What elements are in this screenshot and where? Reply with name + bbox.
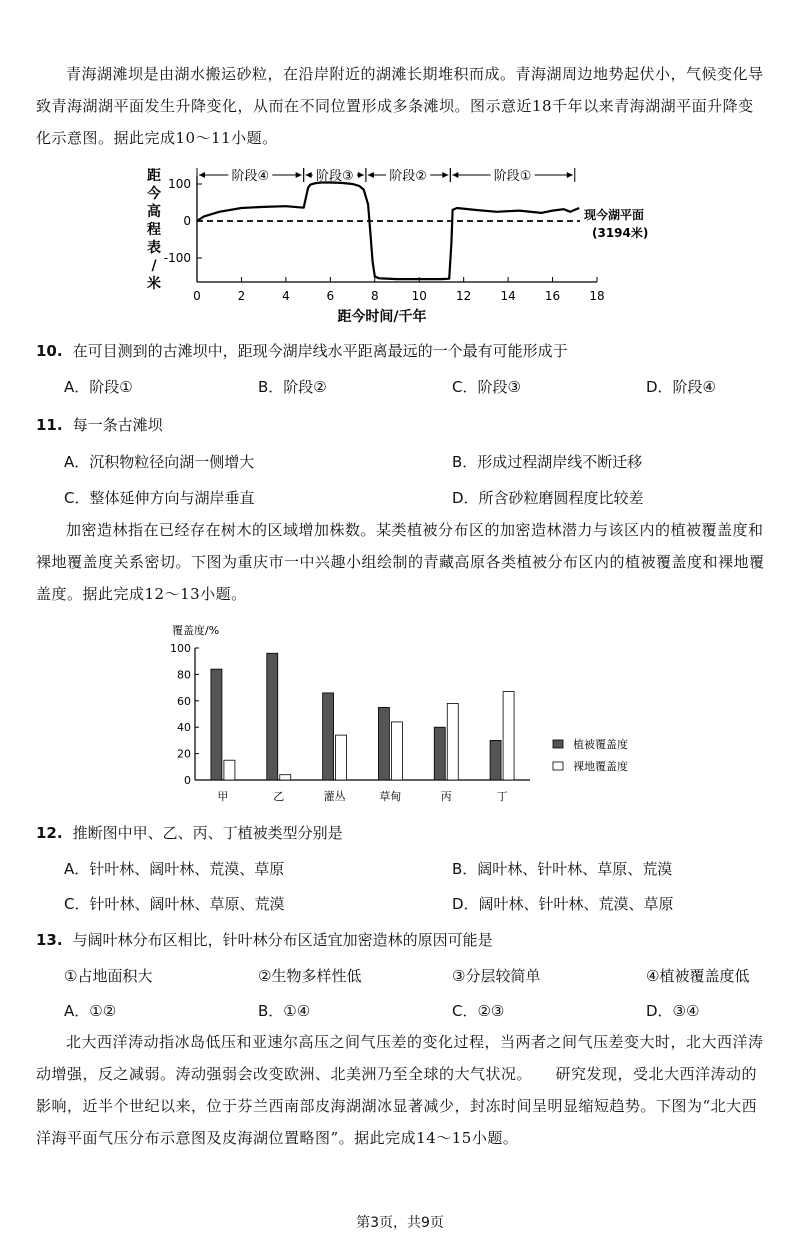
x-tick-label: 14 [500,289,516,303]
stage-arrowhead [306,172,312,178]
stage-arrowhead [442,172,448,178]
category-label: 草甸 [379,790,402,803]
q10-option-c[interactable]: C．阶段③ [452,378,521,396]
x-tick-label: 6 [326,289,335,303]
vegetation-bar [434,727,445,780]
category-label: 乙 [273,790,285,803]
y-tick-label: 0 [183,214,191,228]
q12-option-b[interactable]: B．阔叶林、针叶林、草原、荒漠 [452,860,673,878]
y-axis-label-char: / [151,258,157,274]
ref-value: (3194米) [592,226,649,240]
x-tick-label: 2 [237,289,246,303]
vegetation-bar [378,707,389,780]
question-11: 11. 每一条古滩坝 [36,416,163,434]
q11-option-a[interactable]: A．沉积物粒径向湖一侧增大 [64,453,255,471]
coverage-bar-chart [0,620,800,805]
q13-item-4: ④植被覆盖度低 [646,967,750,985]
q10-option-d[interactable]: D．阶段④ [646,378,716,396]
q13-option-d[interactable]: D．③④ [646,1002,700,1020]
y-tick-label: 80 [177,668,191,682]
x-axis-label: 距今时间/千年 [337,309,427,325]
category-label: 丙 [440,790,452,803]
stage-label: 阶段③ [315,169,354,184]
legend-label-vegetation: 植被覆盖度 [573,738,628,751]
q13-item-2: ②生物多样性低 [258,967,362,985]
x-tick-label: 16 [544,289,561,303]
y-tick-label: 20 [177,747,191,761]
q11-option-c[interactable]: C．整体延伸方向与湖岸垂直 [64,489,255,507]
y-tick-label: 60 [177,694,191,708]
bare-ground-bar [224,760,235,780]
stage-arrowhead [368,172,374,178]
ref-label: 现今湖平面 [584,208,645,222]
q12-option-c[interactable]: C．针叶林、阔叶林、草原、荒漠 [64,895,285,913]
question-10: 10. 在可目测到的古滩坝中，距现今湖岸线水平距离最远的一个最有可能形成于 [36,342,568,360]
category-label: 丁 [496,790,508,803]
y-axis-label-char: 米 [147,276,161,292]
q13-item-1: ①占地面积大 [64,967,153,985]
y-tick-label: 0 [184,774,191,787]
y-axis-label-char: 高 [147,204,161,220]
y-axis-label: 覆盖度/% [172,624,220,637]
y-tick-label: 100 [168,177,191,191]
stage-label: 阶段④ [231,169,270,184]
q11-option-b[interactable]: B．形成过程湖岸线不断迁移 [452,453,643,471]
stage-arrowhead [452,172,458,178]
vegetation-bar [267,653,278,780]
question-13: 13. 与阔叶林分布区相比，针叶林分布区适宜加密造林的原因可能是 [36,931,493,949]
lake-level-series-line [197,183,579,280]
q11-option-d[interactable]: D．所含砂粒磨圆程度比较差 [452,489,644,507]
bare-ground-bar [336,735,347,780]
vegetation-bar [323,693,334,780]
category-label: 甲 [217,790,229,803]
y-axis-label-char: 程 [147,222,161,238]
q12-option-d[interactable]: D．阔叶林、针叶林、荒漠、草原 [452,895,674,913]
q10-option-a[interactable]: A．阶段① [64,378,133,396]
bare-ground-bar [503,692,514,780]
page-footer: 第3页，共9页 [356,1215,444,1231]
q13-option-a[interactable]: A．①② [64,1002,117,1020]
stage-arrowhead [296,172,302,178]
q13-option-c[interactable]: C．②③ [452,1002,505,1020]
legend-swatch-bare [553,762,563,770]
stage-arrowhead [358,172,364,178]
bare-ground-bar [447,703,458,780]
x-tick-label: 4 [282,289,290,303]
y-tick-label: 40 [177,721,191,735]
legend-label-bare: 裸地覆盖度 [573,760,628,773]
x-tick-label: 18 [589,289,605,303]
lake-level-chart [0,162,800,337]
q10-option-b[interactable]: B．阶段② [258,378,327,396]
intro-paragraph-1: 青海湖滩坝是由湖水搬运砂粒，在沿岸附近的湖滩长期堆积而成。青海湖周边地势起伏小，气候变化导致青海湖湖平面发生升降变化，从而在不同位置形成多条滩坝。图示意近18千年以来青海湖湖平面升降变化示意图。据此完成10～11小题。 [36,65,764,147]
x-tick-label: 8 [370,289,379,303]
question-12: 12. 推断图中甲、乙、丙、丁植被类型分别是 [36,824,343,842]
legend-swatch-vegetation [553,740,563,748]
y-tick-label: -100 [163,251,191,265]
bare-ground-bar [391,722,402,780]
q13-item-3: ③分层较简单 [452,967,541,985]
q12-option-a[interactable]: A．针叶林、阔叶林、荒漠、草原 [64,860,285,878]
x-tick-label: 12 [456,289,472,303]
intro-paragraph-3: 北大西洋涛动指冰岛低压和亚速尔高压之间气压差的变化过程，当两者之间气压差变大时，北大西洋涛动增强，反之减弱。涛动强弱会改变欧洲、北美洲乃至全球的大气状况。 研究发现，受北大西洋涛动的影响，近半个世纪以来，位于芬兰西南部皮海湖湖冰显著减少，封冻时间呈明显缩短趋势。下图为“北大西洋海平面气压分布示意图及皮海湖位置略图”。据此完成14～15小题。 [36,1033,764,1147]
stage-label: 阶段② [389,169,427,184]
q13-option-b[interactable]: B．①④ [258,1002,311,1020]
category-label: 灌丛 [323,790,346,803]
y-axis-label-char: 表 [147,240,161,256]
stage-label: 阶段① [493,169,532,184]
y-tick-label: 100 [170,642,191,655]
x-tick-label: 10 [411,289,427,303]
stage-arrowhead [567,172,573,178]
stage-arrowhead [199,172,205,178]
intro-paragraph-2: 加密造林指在已经存在树木的区域增加株数。某类植被分布区的加密造林潜力与该区内的植被覆盖度和裸地覆盖度关系密切。下图为重庆市一中兴趣小组绘制的青藏高原各类植被分布区内的植被覆盖度和裸地覆盖度。据此完成12～13小题。 [36,521,765,603]
vegetation-bar [490,740,501,780]
y-axis-label-char: 今 [147,186,161,202]
bare-ground-bar [280,775,291,780]
vegetation-bar [211,669,222,780]
y-axis-label-char: 距 [147,168,161,184]
x-tick-label: 0 [193,289,201,303]
